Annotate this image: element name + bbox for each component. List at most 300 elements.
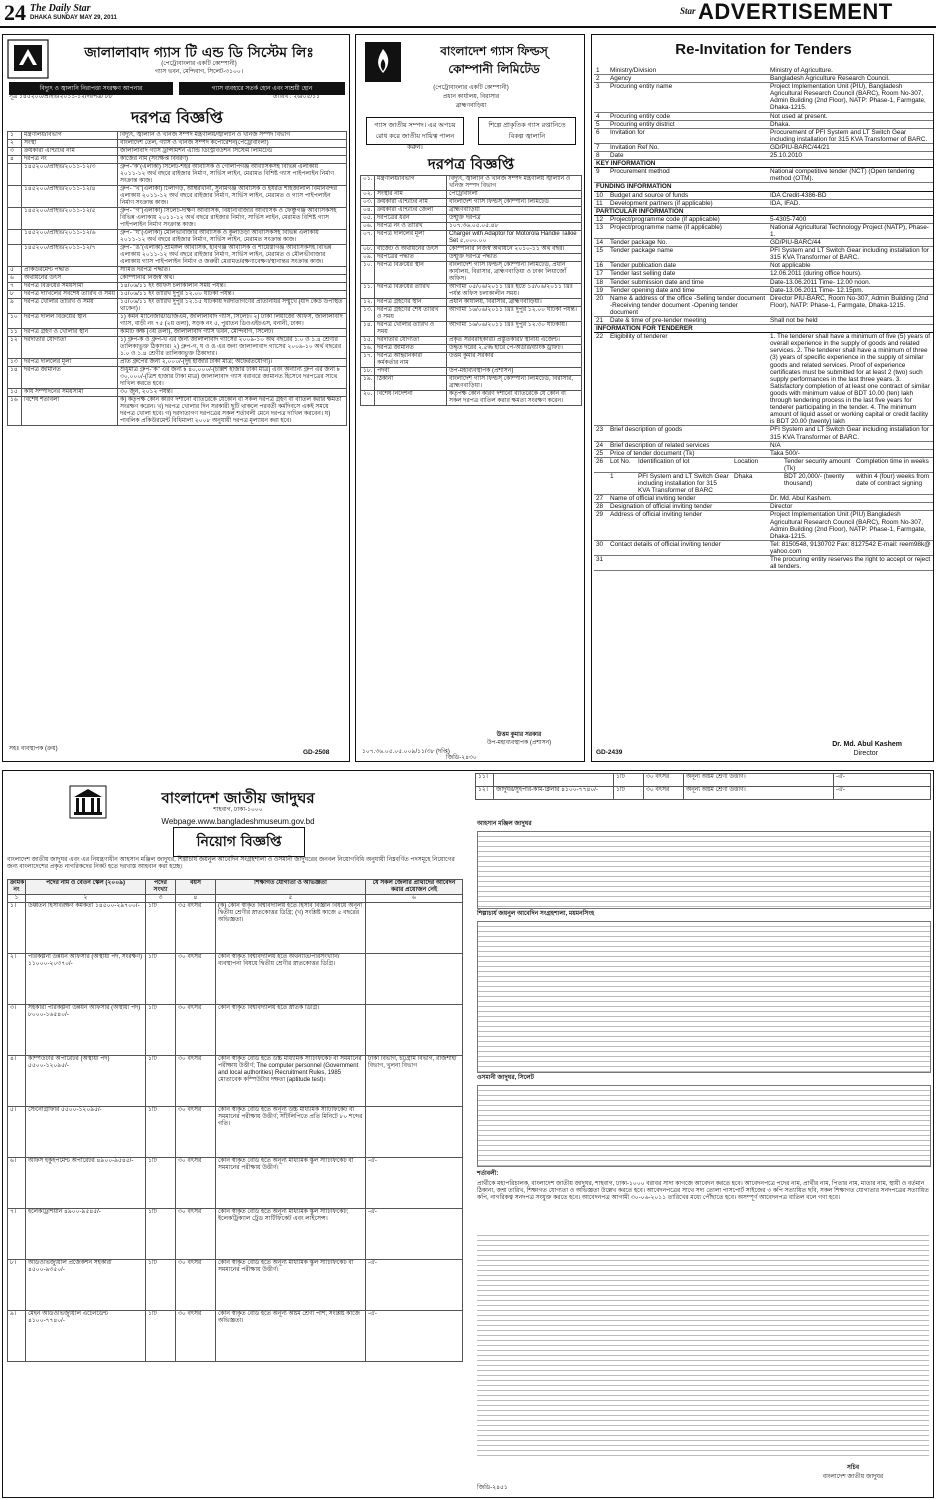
row-number: 12 bbox=[594, 215, 608, 223]
table-row bbox=[361, 322, 582, 337]
row-number: ১৯. bbox=[361, 376, 375, 391]
table-row bbox=[594, 223, 933, 238]
row-number: 29 bbox=[594, 511, 608, 540]
post-no: ১১। bbox=[476, 774, 494, 787]
row-label: দরপত্র দলিলের মূল্য bbox=[375, 231, 447, 246]
row-value: ১৫/০৬/১১ ইং তারিখ দুপুর ১২.০০ ঘটিকা পর্যন্ত। bbox=[118, 291, 347, 299]
row-number: 14 bbox=[594, 239, 608, 247]
post-count: ১টি bbox=[614, 787, 644, 800]
post-age: ৩৫ বৎসর bbox=[176, 903, 216, 954]
museum-gd: জিডি-২৪৫১ bbox=[477, 1485, 508, 1491]
row-value: N/A bbox=[768, 441, 933, 449]
post-post: ইলেকট্রিশিয়ান ৪৯০০-৯৫৪৫/- bbox=[26, 1209, 146, 1260]
row-number: ১৭. bbox=[361, 353, 375, 368]
row-label: Tender opening date and time bbox=[608, 286, 768, 294]
row-value: আগামী ০৫/০৬/২০১১ খ্রিঃ হতে ১৫/০৬/২০১১ খ্রিঃ পর্যন্ত অফিস চলাকালীন সময়। bbox=[447, 284, 582, 299]
post-row bbox=[476, 787, 931, 800]
table-row bbox=[594, 262, 933, 270]
row-label: দরপত্র বিক্রয়ের সময়সীমা bbox=[22, 283, 118, 291]
column-header: বয়স bbox=[176, 880, 216, 895]
column-number: ১ bbox=[8, 895, 26, 903]
row-number: ৪ bbox=[8, 156, 22, 164]
post-dist: -ঐ- bbox=[834, 787, 931, 800]
bgfcl-subtitle: (পেট্রোবাংলার একটি কোম্পানী) bbox=[433, 85, 509, 91]
post-count: ১টি bbox=[146, 903, 176, 954]
museum-ad bbox=[2, 770, 934, 1498]
jalalabad-date: তারিখ : ২৬/০৫/১১ bbox=[273, 94, 320, 100]
row-label: Designation of official inviting tender bbox=[608, 503, 768, 511]
table-row bbox=[594, 278, 933, 286]
table-row bbox=[594, 426, 933, 441]
row-number: ০৬. bbox=[361, 223, 375, 231]
section-heading-row bbox=[594, 207, 933, 215]
row-value: কোম্পানীর নিজস্ব অর্থায়নে ২০১০-১১ অর্থ বছর। bbox=[447, 246, 582, 254]
row-label: Name & address of the office -Selling tender document -Receiving tender document -Opening tender document bbox=[608, 294, 768, 316]
lot-row bbox=[8, 186, 347, 208]
post-post: স্টেনোগ্রাফার ৫৫০০-১২০৯৫/- bbox=[26, 1107, 146, 1158]
dateline: DHAKA SUNDAY MAY 29, 2011 bbox=[30, 15, 117, 21]
table-row bbox=[8, 267, 347, 275]
post-age: ৩০ বৎসর bbox=[176, 1209, 216, 1260]
post-post: জাদুঘর/সুইপার-কাম-ক্লিনার ৪১০০-৭৭৪০/- bbox=[494, 787, 614, 800]
tender-official-rows bbox=[594, 495, 933, 570]
row-value: IDA, IFAD. bbox=[768, 199, 933, 207]
bgfcl-company-line1: বাংলাদেশ গ্যাস ফিল্ডস্ bbox=[440, 44, 548, 58]
column-header: পদের সংখ্যা bbox=[146, 880, 176, 895]
row-value: Not applicable bbox=[768, 262, 933, 270]
bgfcl-ad bbox=[355, 34, 585, 762]
table-row bbox=[594, 239, 933, 247]
bgfcl-company-line2: কোম্পানী লিমিটেড bbox=[448, 62, 540, 76]
newspaper-name: The Daily Star bbox=[30, 3, 91, 14]
tender-signer-title: Director bbox=[853, 750, 878, 757]
table-row bbox=[361, 262, 582, 284]
row-value: Procurement of PFI System and LT Switch Gear including installation for 315 KVA Transformer of BARC. bbox=[768, 128, 933, 143]
post-count: ১টি bbox=[146, 1311, 176, 1362]
post-qual: (ক) কোন স্বীকৃত বিশ্ববিদ্যালয় হতে হিসাব বিজ্ঞান বিষয়ে অনূন্য দ্বিতীয় শ্রেণীর স্নাতকোত্তর ডিগ্রি; (খ) সংশ্লিষ্ট কাজে ৫ বছরের অভিজ্ঞতা। bbox=[216, 903, 366, 954]
table-row bbox=[594, 294, 933, 316]
row-value: কোম্পানীর নিজস্ব অর্থ। bbox=[118, 275, 347, 283]
row-number: ১৪ bbox=[8, 367, 22, 389]
row-value: আগামী ১৬/০৬/২০১১ খ্রিঃ দুপুর ১২.৩০ ঘটিকায়। bbox=[447, 322, 582, 337]
bgfcl-gd: জিডি-২৪৩০ bbox=[446, 755, 477, 761]
table-row bbox=[8, 132, 347, 140]
row-value: ব্রাহ্মণবাড়িয়া bbox=[447, 207, 582, 215]
museum-sub2-rows bbox=[477, 921, 931, 1073]
table-row bbox=[594, 333, 933, 426]
row-value: বাংলাদেশ গ্যাস ফিল্ডস্ কোম্পানী লিমিটেড, বিরাসার, ব্রাহ্মণবাড়িয়া। bbox=[447, 376, 582, 391]
row-value: PFI System and LT Switch Gear including installation for 315 KVA Transformer of BARC. bbox=[768, 247, 933, 262]
lot-ref: ১৪৫২০০/প্রাইভ/২০১১-১২/৬ bbox=[22, 230, 118, 245]
post-count: ১টি bbox=[146, 954, 176, 1005]
row-value: বিদ্যুৎ, জ্বালানি ও খনিজ সম্পদ মন্ত্রণালয় জ্বালানি ও খনিজ সম্পদ বিভাগ bbox=[447, 176, 582, 191]
table-row bbox=[594, 511, 933, 540]
table-row bbox=[594, 495, 933, 503]
table-row bbox=[594, 556, 933, 571]
post-no: ৪। bbox=[8, 1056, 26, 1107]
row-label: মন্ত্রণালয়/বিভাগ bbox=[375, 176, 447, 191]
row-value: বাংলাদেশ তেল, গ্যাস ও খনিজ সম্পদ কর্পোরেশন(পেট্রোবাংলা) bbox=[118, 140, 347, 148]
row-number: 8 bbox=[594, 152, 608, 160]
bgfcl-rows bbox=[361, 176, 582, 406]
post-count: ১টি bbox=[146, 1107, 176, 1158]
museum-conditions: প্রার্থীকে মহাপরিচালক, বাংলাদেশ জাতীয় জাদুঘর, শাহবাগ, ঢাকা-১০০০ বরাবর সাদা কাগজে আবেদন করতে হবে। আবেদনপত্রে পদের নাম, প্রার্থীর নাম, পিতার নাম, মাতার নাম, স্থায়ী ও বর্তমান ঠিকানা, জন্ম তারিখ, শিক্ষাগত যোগ্যতা ও অভিজ্ঞতা উল্লেখ করতে হবে। আবেদনপত্রের সাথে সদ্য তোলা পাসপোর্ট সাইজের ৩ কপি সত্যায়িত ছবি, সকল শিক্ষাগত যোগ্যতার সনদপত্রের সত্যায়িত কপি, নাগরিকত্ব সনদপত্র সংযুক্ত করতে হবে। আবেদনপত্র আগামী ৩০-০৬-২০১১ তারিখের মধ্যে পৌঁছাতে হবে। অসম্পূর্ণ আবেদনপত্র বাতিল বলে গণ্য হবে। bbox=[477, 1181, 929, 1201]
column-header: যে সকল জেলার প্রার্থীদের আবেদন করার প্রয়োজন নেই bbox=[366, 880, 463, 895]
row-number: ২ bbox=[8, 140, 22, 148]
table-row bbox=[594, 199, 933, 207]
museum-title: নিয়োগ বিজ্ঞপ্তি bbox=[173, 827, 305, 857]
table-row bbox=[594, 152, 933, 160]
row-number: ১০ bbox=[8, 314, 22, 329]
row-number: ১৩ bbox=[8, 359, 22, 367]
row-label: Date bbox=[608, 152, 768, 160]
table-row bbox=[8, 148, 347, 156]
post-row bbox=[8, 1311, 463, 1362]
post-row bbox=[8, 1056, 463, 1107]
table-row bbox=[594, 168, 933, 183]
table-row bbox=[361, 284, 582, 299]
post-dist: ঢাকা বিভাগ, চট্টগ্রাম বিভাগ, রাজশাহী বিভাগ, খুলনা বিভাগ bbox=[366, 1056, 463, 1107]
lot-row bbox=[8, 164, 347, 186]
row-value: উদ্ধৃত দরের ২.৫% হারে পে-অর্ডার/ব্যাংক ড্রাফট। bbox=[447, 345, 582, 353]
post-row bbox=[8, 1107, 463, 1158]
post-dist bbox=[366, 1005, 463, 1056]
post-post: অফিস ইকুইপমেন্ট অপারেটর ৪৯০০-৯৫৪৫/- bbox=[26, 1158, 146, 1209]
table-row bbox=[361, 307, 582, 322]
post-row bbox=[476, 774, 931, 787]
bgfcl-slogan-left: গ্যাস জাতীয় সম্পদ। এর অপচয় রোধ করে জাতীয় দায়িত্ব পালন করুন। bbox=[366, 117, 464, 145]
jalalabad-ad bbox=[2, 34, 350, 762]
table-row bbox=[361, 231, 582, 246]
row-label: দরপত্র বিক্রয়ের তারিখ bbox=[375, 284, 447, 299]
row-label: বিশেষ শর্তাবলী bbox=[22, 397, 118, 426]
post-count: ১টি bbox=[146, 1005, 176, 1056]
table-row bbox=[594, 191, 933, 199]
museum-right-table bbox=[475, 773, 931, 800]
jalalabad-address: গ্যাস ভবন, মেন্দিবাগ, সিলেট-৩১০০। bbox=[155, 69, 243, 75]
row-value: প্রধান কার্যালয়, বিরাসার, ব্রাহ্মণবাড়িয়া। bbox=[447, 299, 582, 307]
row-value: IDA Credit-4386-BD bbox=[768, 191, 933, 199]
post-qual: কোন স্বীকৃত বোর্ড হতে অনূন্য মাধ্যমিক স্কুল সার্টিফিকেট; ইলেকট্রিক্যাল ট্রেড সার্টিফিকেট এবং লাইসেন্স। bbox=[216, 1209, 366, 1260]
row-value: বাংলাদেশ গ্যাস ফিল্ডস্ কোম্পানী লিমিটেড, প্রধান কার্যালয়, বিরাসার, ব্রাহ্মণবাড়িয়া ও ঢাকা লিয়াজোঁ অফিস। bbox=[447, 262, 582, 284]
row-number: ১৩. bbox=[361, 307, 375, 322]
row-number: ০৪. bbox=[361, 207, 375, 215]
row-value: Project Implementation Unit (PIU), Bangladesh Agricultural Research Council (BARC), Room No-307, Admin Building (2nd Floor), NATP: Phase-1, Farmgate, Dhaka-1215. bbox=[768, 83, 933, 112]
row-number: ১৬ bbox=[8, 397, 22, 426]
museum-sub3: ওসমানী জাদুঘর, সিলেট bbox=[477, 1075, 534, 1081]
row-number: 18 bbox=[594, 278, 608, 286]
tender-lot-table: 26 Lot No. Identification of lot Location Tender security amount (Tk) Completion time in weeks 1 PFI System and LT Switch Gear including installation for 315 KVA Transformer of BARC Dhaka BDT 20,000/- (twenty thousand) within 4 (four) weeks from date of contract signing bbox=[594, 458, 933, 495]
row-number: ১৬. bbox=[361, 345, 375, 353]
bgfcl-office: প্রধান কার্যালয়, বিরাসার bbox=[442, 94, 500, 100]
post-qual: কোন স্বীকৃত বিশ্ববিদ্যালয় হতে স্নাতক ডিগ্রি। bbox=[216, 1005, 366, 1056]
jalalabad-notice-right: গ্যাস ব্যবহারে সতর্ক হোন এবং সাশ্রয়ী হোন bbox=[179, 82, 345, 95]
row-number: ১৪. bbox=[361, 322, 375, 337]
row-number: 17 bbox=[594, 270, 608, 278]
row-number: 31 bbox=[594, 556, 608, 571]
museum-post-table bbox=[7, 879, 463, 1362]
post-age: ৩০ বৎসর bbox=[176, 1107, 216, 1158]
row-value: পেট্রোবাংলা bbox=[447, 191, 582, 199]
table-row bbox=[594, 540, 933, 555]
row-value: বাংলাদেশ গ্যাস ফিল্ডস্ কোম্পানী লিমিটেড bbox=[447, 199, 582, 207]
row-number: ০৩. bbox=[361, 199, 375, 207]
row-value: উত্তম কুমার সরকার bbox=[447, 353, 582, 368]
row-value: কমিটি কক্ষ (৩য় তলা), জালালাবাদ গ্যাস ভবন, মেন্দিবাগ, সিলেট। bbox=[118, 329, 347, 337]
post-qual: কোন স্বীকৃত বোর্ড হতে অনূন্য মাধ্যমিক স্কুল সার্টিফিকেট বা সমমানের পরীক্ষায় উত্তীর্ণ। bbox=[216, 1158, 366, 1209]
post-count: ১টি bbox=[614, 774, 644, 787]
flame-logo-icon bbox=[364, 41, 402, 83]
section-title: ADVERTISEMENT bbox=[698, 0, 893, 24]
row-label: পদবী bbox=[375, 368, 447, 376]
table-row bbox=[361, 299, 582, 307]
row-value: ১৫/০৬/১১ ইং তারিখ দুপুর ১২.১৫ ঘটিকায় দরদাতাগণের প্রতিনিধির সম্মুখে (যদি কেউ উপস্থিত থাকেন)। bbox=[118, 299, 347, 314]
row-label: Tender submission date and time bbox=[608, 278, 768, 286]
row-value: Date-13.06.2011 Time- 12.00 noon. bbox=[768, 278, 933, 286]
column-header: শিক্ষাগত যোগ্যতা ও অভিজ্ঞতা bbox=[216, 880, 366, 895]
museum-name: বাংলাদেশ জাতীয় জাদুঘর bbox=[161, 789, 315, 807]
row-value: GD/PIU-BARC/44 bbox=[768, 239, 933, 247]
row-label: ক্রয়কারী এন্টিটির নাম bbox=[375, 199, 447, 207]
museum-intro: বাংলাদেশ জাতীয় জাদুঘর এবং এর নিয়ন্ত্রণাধীন আহসান মঞ্জিল জাদুঘর, শিল্পাচার্য জয়নুল আবেদিন সংগ্রহশালা ও ওসমানী জাদুঘরের জনবল নিয়োগবিধি অনুযায়ী নিম্নবর্ণিত পদসমূহে নিয়োগের জন্য বাংলাদেশের প্রকৃত নাগরিকদের নিকট হতে দরখাস্ত আহবান করা হচ্ছে। bbox=[7, 857, 455, 870]
header-row bbox=[8, 880, 463, 895]
row-value: GD/PIU-BARC/44/21 bbox=[768, 143, 933, 151]
table-row bbox=[8, 359, 347, 367]
row-number: 7 bbox=[594, 143, 608, 151]
row-value: 1. The tenderer shall have a minimum of five (5) years of overall experience in the supply of goods and related services. 2. The tenderer shall have a minimum of three (3) years of specific experience in the supply of similar goods and related services. Proof of experience certificates must be submitted for at least 2 (two) such supply performances in the last three years. 3. Satisfactory completion of at least one contract of similar goods with minimum value of BDT 10.00 (ten) lakh through tendering process in the last five years for tenderer participating in the tender. 4. The minimum amount of liquid asset or working capital or credit facility is BDT 20.00 (twenty) lakh bbox=[768, 333, 933, 426]
row-label: Eligibility of tenderer bbox=[608, 333, 768, 426]
post-post: পরিকল্পনা উন্নয়ন অফিসার (অস্থায়ী পদ, সংরক্ষণ) ১১০০০-২০৩৭০/- bbox=[26, 954, 146, 1005]
table-row bbox=[8, 283, 347, 291]
table-row bbox=[361, 223, 582, 231]
row-number: 1 bbox=[594, 67, 608, 75]
row-label: Procuring entity code bbox=[608, 112, 768, 120]
row-value: Director PIU-BARC, Room No-307, Admin Building (2nd Floor), NATP: Phase-1, Farmgate, Dhaka-1215. bbox=[768, 294, 933, 316]
post-age: ৩০ বৎসর bbox=[176, 1260, 216, 1311]
post-no: ১২। bbox=[476, 787, 494, 800]
row-label: Price of tender document (Tk) bbox=[608, 449, 768, 457]
row-number: 28 bbox=[594, 503, 608, 511]
row-number: 24 bbox=[594, 441, 608, 449]
museum-address: শাহবাগ, ঢাকা-১০০০ bbox=[213, 807, 263, 813]
row-number: ১২. bbox=[361, 299, 375, 307]
jalalabad-signer: সহঃ ব্যবস্থাপক (ক্রয়) bbox=[9, 746, 58, 752]
row-label: Procurement method bbox=[608, 168, 768, 183]
post-row bbox=[8, 1260, 463, 1311]
jalalabad-ref: সূত্র ১৪৫২০০/প্রাইভ/২০১১-১২/দরপত্র/ ৮৮ bbox=[9, 94, 113, 100]
row-number: 27 bbox=[594, 495, 608, 503]
row-label: Name of official inviting tender bbox=[608, 495, 768, 503]
row-value: ১০৭.৩৬.০৫.০৫.৪৮ bbox=[447, 223, 582, 231]
table-row bbox=[594, 503, 933, 511]
post-post bbox=[494, 774, 614, 787]
post-dist: -ঐ- bbox=[366, 1311, 463, 1362]
row-value: ক) কর্তৃপক্ষ কোন কারণ দর্শানো ব্যতিরেকে যেকোন বা সকল দরপত্র গ্রহণ বা বাতিল করার ক্ষমতা সংরক্ষণ করেন। খ) দরপত্র খোলার দিন সরকারী ছুটি থাকলে পরবর্তী কর্মদিবসে একই সময়ে দরপত্র খোলা হবে। গ) দরদাতাগণ দরপত্রের সকল শর্তাবলী মেনে দরপত্র দাখিল করবেন। ঘ) পাবলিক প্রকিউরমেন্ট বিধিমালা ২০০৮ অনুযায়ী দরপত্র মূল্যায়ন করা হবে। bbox=[118, 397, 347, 426]
row-value: Shall not be held bbox=[768, 317, 933, 325]
row-value: Taka 500/- bbox=[768, 449, 933, 457]
post-no: ১। bbox=[8, 903, 26, 954]
table-row bbox=[8, 397, 347, 426]
row-label: ক্রয়কারী এন্টিটির জেলা bbox=[375, 207, 447, 215]
lot-number: 1 bbox=[608, 472, 636, 494]
row-label: সংস্থা bbox=[22, 140, 118, 148]
row-label: দরপত্র নং bbox=[22, 156, 118, 164]
row-number: ৫ bbox=[8, 267, 22, 275]
bgfcl-signer-title: উপ-মহাব্যবস্থাপক (প্রশাসন) bbox=[486, 740, 552, 746]
row-number: 2 bbox=[594, 75, 608, 83]
row-label: ক্রয়কারী এন্টিটির নাম bbox=[22, 148, 118, 156]
lot-header-security: Tender security amount (Tk) bbox=[782, 458, 854, 473]
lot-description: গ্রুপ-"ক"(এলাকা) সিলেট-শহর আবাসিক ও গোলাপগঞ্জ আবাসিকসহ বিভিন্ন এলাকায় ২০১১-১২ অর্থ বছরে রাইজার নির্মাণ, সার্ভিস লাইন, মেরামত বিশিষ্ট গ্যাস পাইপলাইন নির্মাণ সংক্রান্ত কাজ। bbox=[118, 164, 347, 186]
table-row bbox=[361, 368, 582, 376]
table-row bbox=[8, 314, 347, 329]
row-label: প্রকিউরমেন্ট পদ্ধতি bbox=[22, 267, 118, 275]
post-age: ৩০ বৎসর bbox=[176, 1158, 216, 1209]
post-age: ৩০ বৎসর bbox=[644, 787, 684, 800]
row-value: ১) গ্রুপ-ক ও গ্রুপ-খ এর জন্য জালালাবাদ গ্যাসের ২০০৯-১০ অর্থ বছরের ১.০ ও ১.৪ শ্রেণীর তালিকাভুক্ত ঠিকাদার। ২) গ্রুপ-গ, ঘ ও ঙ এর জন্য জালালাবাদ গ্যাসের ২০০৯-১০ অর্থ বছরের ১.০ ও ১.৪ শ্রেণীর তালিকাভুক্ত ঠিকাদার। bbox=[118, 337, 347, 359]
post-post: অডিওভিজ্যুয়াল প্রজেকশন সহকারী ৪৫০০-৯৩৫০/- bbox=[26, 1260, 146, 1311]
row-number: ৩ bbox=[8, 148, 22, 156]
bgfcl-title: দরপত্র বিজ্ঞপ্তি bbox=[427, 155, 515, 173]
row-number: 5 bbox=[594, 120, 608, 128]
row-label: Brief description of related services bbox=[608, 441, 768, 449]
bgfcl-ref: ১০৭.৩৬.০৫.০৫.০০৯/১১/৩৮ (দপ্তি) bbox=[362, 749, 450, 755]
row-number: ১০. bbox=[361, 262, 375, 284]
post-no: ৬। bbox=[8, 1158, 26, 1209]
lot-row bbox=[8, 230, 347, 245]
row-number: ১৫ bbox=[8, 389, 22, 397]
post-qual: অনূন্য অষ্টম শ্রেণী উত্তীর্ণ। bbox=[684, 774, 834, 787]
row-number: ১১. bbox=[361, 284, 375, 299]
bgfcl-slogan-right: শিল্পে প্রাকৃতিক গ্যাস রপ্তানিতে বিকল্প জ্বালানি bbox=[478, 117, 576, 145]
column-number: ৬ bbox=[366, 895, 463, 903]
post-row bbox=[8, 1005, 463, 1056]
row-value: Bangladesh Agriculture Research Council. bbox=[768, 75, 933, 83]
row-number: 6 bbox=[594, 128, 608, 143]
lot-blank bbox=[8, 245, 22, 267]
table-row bbox=[8, 275, 347, 283]
row-label: দরপত্র গ্রহণের শেষ তারিখ ও সময় bbox=[375, 307, 447, 322]
museum-table-body bbox=[8, 903, 463, 1362]
lot-row bbox=[8, 245, 347, 267]
bgfcl-table bbox=[360, 175, 582, 406]
row-label: দরপত্র খোলার তারিখ ও সময় bbox=[22, 299, 118, 314]
column-number-row bbox=[8, 895, 463, 903]
table-row bbox=[8, 140, 347, 148]
jalalabad-table bbox=[7, 131, 347, 426]
row-label: Address of official inviting tender bbox=[608, 511, 768, 540]
header-rule bbox=[0, 26, 936, 28]
post-dist bbox=[366, 954, 463, 1005]
jalalabad-rows bbox=[8, 132, 347, 164]
row-number: 4 bbox=[594, 112, 608, 120]
post-age: ৩০ বৎসর bbox=[644, 774, 684, 787]
row-label: দরদাতার যোগ্যতা bbox=[375, 337, 447, 345]
star-mark: Star bbox=[680, 6, 696, 16]
lot-location: Dhaka bbox=[732, 472, 782, 494]
row-label: Invitation for bbox=[608, 128, 768, 143]
tender-title: Re-Invitation for Tenders bbox=[675, 41, 852, 58]
lot-blank bbox=[8, 230, 22, 245]
row-label: Procuring entity name bbox=[608, 83, 768, 112]
row-label: Tender publication date bbox=[608, 262, 768, 270]
row-label: বিশেষ নির্দেশনা bbox=[375, 391, 447, 406]
lot-ref: ১৪৫২০০/প্রাইভ/২০১১-১২/৪ bbox=[22, 186, 118, 208]
table-row bbox=[8, 299, 347, 314]
post-count: ১টি bbox=[146, 1056, 176, 1107]
table-row bbox=[361, 191, 582, 199]
row-value: Tel: 8150548, 9130702 Fax: 8127542 E-mail: reem98k@ yahoo.com bbox=[768, 540, 933, 555]
post-dist: -ঐ- bbox=[366, 1209, 463, 1260]
row-value: The procuring entity reserves the right to accept or reject all tenders. bbox=[768, 556, 933, 571]
table-row bbox=[361, 207, 582, 215]
table-row bbox=[8, 156, 347, 164]
table-row bbox=[361, 246, 582, 254]
row-label: দরপত্র জামানত bbox=[375, 345, 447, 353]
row-label: দরপত্র দাখিলের সর্বশেষ তারিখ ও সময় bbox=[22, 291, 118, 299]
post-qual: কোন স্বীকৃত বোর্ড হতে অনূন্য উচ্চ মাধ্যমিক সার্টিফিকেট বা সমমানের পরীক্ষায় উত্তীর্ণ; সাঁটলিপিতে প্রতি মিনিটে ৮০ শব্দের গতি। bbox=[216, 1107, 366, 1158]
museum-sub3-rows bbox=[477, 1085, 931, 1167]
table-row bbox=[361, 215, 582, 223]
museum-website: Webpage.www.bangladeshmuseum.gov.bd bbox=[161, 817, 315, 826]
lot-security: BDT 20,000/- (twenty thousand) bbox=[782, 472, 854, 494]
museum-conditions-lines bbox=[477, 1231, 929, 1459]
table-row bbox=[594, 67, 933, 75]
row-label: দরপত্র বিক্রয়ের স্থান bbox=[375, 262, 447, 284]
lot-row bbox=[8, 208, 347, 230]
row-label: Tender package No. bbox=[608, 239, 768, 247]
museum-signer: সচিব bbox=[846, 1465, 860, 1471]
section-heading-row bbox=[594, 183, 933, 191]
museum-sub2: শিল্পাচার্য জয়নুল আবেদিন সংগ্রহশালা, ময়মনসিংহ bbox=[477, 911, 595, 917]
row-number: ৭ bbox=[8, 283, 22, 291]
table-row bbox=[361, 254, 582, 262]
table-row bbox=[594, 128, 933, 143]
table-row bbox=[594, 270, 933, 278]
jalalabad-subtitle: (পেট্রোবাংলার একটি কোম্পানী) bbox=[161, 61, 237, 67]
museum-sub1-rows bbox=[477, 831, 931, 909]
section-heading: INFORMATION FOR TENDERER bbox=[594, 325, 933, 333]
row-label: কার্য সম্পাদনের সময়সীমা bbox=[22, 389, 118, 397]
table-row bbox=[594, 120, 933, 128]
post-post: কম্পিউটার অপারেটর (অস্থায়ী পদ) ৫৫০০-১২০৯৫/- bbox=[26, 1056, 146, 1107]
lot-ref: ১৪৫২০০/প্রাইভ/২০১১-১২/৭ bbox=[22, 245, 118, 267]
jalalabad-gd: GD-2508 bbox=[303, 749, 330, 756]
lot-header-completion: Completion time in weeks bbox=[854, 458, 933, 473]
table-row bbox=[8, 291, 347, 299]
row-value: উন্মুক্ত দরপত্র পদ্ধতি bbox=[447, 254, 582, 262]
post-post: সহকারী পরিকল্পনা উন্নয়ন অফিসার (অস্থায়ী পদ) ৮০০০-১৬৫৪০/- bbox=[26, 1005, 146, 1056]
row-value: Ministry of Agriculture. bbox=[768, 67, 933, 75]
row-label: Budget and source of funds bbox=[608, 191, 768, 199]
row-number: 16 bbox=[594, 262, 608, 270]
post-no: ২। bbox=[8, 954, 26, 1005]
tender-table bbox=[594, 67, 933, 571]
row-label: দরপত্র দলিলের মূল্য bbox=[22, 359, 118, 367]
column-number: ৫ bbox=[216, 895, 366, 903]
section-heading: PARTICULAR INFORMATION bbox=[594, 207, 933, 215]
museum-sub1: আহসান মঞ্জিল জাদুঘর bbox=[477, 821, 532, 827]
row-label: Ministry/Division bbox=[608, 67, 768, 75]
row-number: ৬ bbox=[8, 275, 22, 283]
row-label: Tender last selling date bbox=[608, 270, 768, 278]
lot-description: গ্রুপ- "গ"(এলাকা) সিলেট-দক্ষিণ আবাসিক, বিয়ানীবাজার আবাসিক ও ফেঞ্চুগঞ্জ আবাসিকসহ বিভিন্ন এলাকায় ২০১১-১২ অর্থ বছরে রাইজার নির্মাণ, সার্ভিস লাইন, মেরামত বিশিষ্ট গ্যাস পাইপলাইন নির্মাণ সংক্রান্ত কাজ। bbox=[118, 208, 347, 230]
row-value: ১) কমন ম্যানেজার/ডিজিএম, জালালাবাদ গ্যাস, সিলেট। ২) ঢাকা লিয়াজোঁ অফিস, জালালাবাদ গ্যাস, বাড়ী নং ৭৫ (২য় তলা), সড়ক নং ৫, পুরাতন ডিওএইচএস, বনানী, ঢাকা। bbox=[118, 314, 347, 329]
row-value: Project Implementation Unit (PIU) Bangladesh Agricultural Research Council (BARC), Room No-307, Admin Building (2nd Floor), NATP: Phase-1, Farmgate, Dhaka-1215. bbox=[768, 511, 933, 540]
table-row bbox=[594, 112, 933, 120]
row-value: Charger with Adaptor for Motorola Handie Talkie Set ৫,০০০.০০ bbox=[447, 231, 582, 246]
row-number: ১ bbox=[8, 132, 22, 140]
